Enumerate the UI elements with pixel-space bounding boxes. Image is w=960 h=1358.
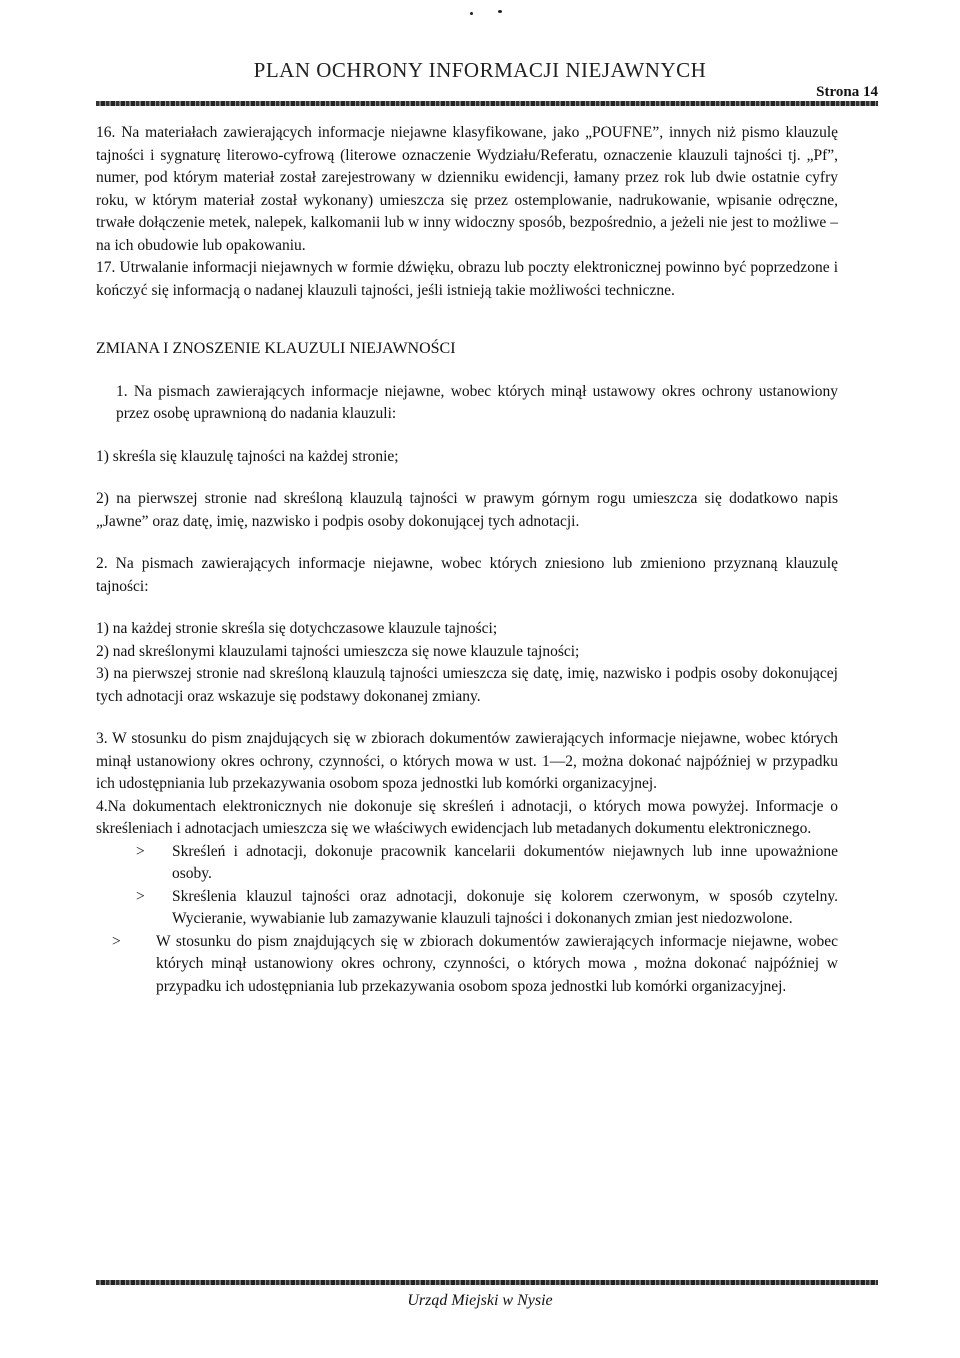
bullet-text: W stosunku do pism znajdujących się w zbiorach dokumentów zawierających informacje niejawne, wobec których minął ustanowiony okres ochrony, czynności, o których mowa , można dokonać najpóźniej w przypadku ich udostępniania lub przekazywania osobom spoza jednostki lub komórki organizacyjnej.: [156, 932, 838, 995]
section-2-intro: 2. Na pismach zawierających informacje niejawne, wobec których zniesiono lub zmieniono przyznaną klauzulę tajności:: [96, 555, 838, 595]
bullet-marker: >: [136, 842, 145, 860]
paragraph-16: 16. Na materiałach zawierających informacje niejawne klasyfikowane, jako „POUFNE”, innych niż pismo klauzulę tajności i sygnaturę literowo-cyfrową (literowe oznaczenie Wydziału/Referatu, oznaczenie klauzuli tajności tj. „Pf”, numer, pod którym materiał został zarejestrowany w dzienniku ewidencji, łamany przez rok lub dwie ostatnie cyfry roku, w którym materiał został wykonany) umieszcza się przez ostemplowanie, nadrukowanie, wpisanie odręczne, trwałe dołączenie metek, nalepek, kalkomanii lub w inny widoczny sposób, bezpośrednio, a jeżeli nie jest to możliwe – na ich obudowie lub opakowaniu.: [96, 124, 838, 254]
paragraph-17: 17. Utrwalanie informacji niejawnych w formie dźwięku, obrazu lub poczty elektronicznej powinno być poprzedzone i kończyć się informacją o nadanej klauzuli tajności, jeśli istnieją takie możliwości techniczne.: [96, 259, 838, 299]
section-4: 4.Na dokumentach elektronicznych nie dokonuje się skreśleń i adnotacji, o których mowa powyżej. Informacje o skreśleniach i adnotacjach umieszcza się we właściwych ewidencjach lub metadanych dokumentu elektronicznego.: [96, 797, 838, 837]
document-body: [96, 122, 838, 998]
bullet-item: [96, 886, 838, 931]
bullet-text: Skreśleń i adnotacji, dokonuje pracownik kancelarii dokumentów niejawnych lub inne upoważnione osoby.: [172, 842, 838, 882]
bullet-item: [96, 841, 838, 886]
section-2-item-3: 3) na pierwszej stronie nad skreśloną klauzulą tajności umieszcza się datę, imię, nazwisko i podpis osoby dokonującej tych adnotacji oraz wskazuje się podstawy dokonanej zmiany.: [96, 665, 838, 705]
footer-rule: [96, 1280, 878, 1285]
section-heading: ZMIANA I ZNOSZENIE KLAUZULI NIEJAWNOŚCI: [96, 340, 456, 357]
scan-speck: [470, 12, 473, 15]
section-2-item-1: 1) na każdej stronie skreśla się dotychczasowe klauzule tajności;: [96, 620, 498, 637]
section-1-item-1: 1) skreśla się klauzulę tajności na każdej stronie;: [96, 447, 399, 465]
section-1-item-2: 2) na pierwszej stronie nad skreśloną klauzulą tajności w prawym górnym rogu umieszcza się dodatkowo napis „Jawne” oraz datę, imię, nazwisko i podpis osoby dokonującej tych adnotacji.: [96, 490, 838, 530]
bullet-text: Skreślenia klauzul tajności oraz adnotacji, dokonuje się kolorem czerwonym, w sposób czytelny. Wycieranie, wywabianie lub zamazywanie klauzuli tajności i dokonanych zmian jest niedozwolone.: [172, 887, 838, 927]
bullet-marker: >: [136, 887, 145, 905]
bullet-item: [96, 931, 838, 999]
page-number: Strona 14: [816, 84, 878, 100]
section-2-item-2: 2) nad skreślonymi klauzulami tajności umieszcza się nowe klauzule tajności;: [96, 642, 580, 660]
section-1-intro: 1. Na pismach zawierających informacje niejawne, wobec których minął ustawowy okres ochrony ustanowiony przez osobę uprawnioną do nadania klauzuli:: [116, 382, 838, 422]
bullet-marker: >: [112, 932, 121, 950]
footer-text: Urząd Miejski w Nysie: [407, 1292, 553, 1309]
header-rule: [96, 101, 878, 106]
scan-speck: [498, 10, 502, 13]
section-3: 3. W stosunku do pism znajdujących się w zbiorach dokumentów zawierających informacje niejawne, wobec których minął ustanowiony okres ochrony, czynności, o których mowa w ust. 1—2, można dokonać najpóźniej w przypadku ich udostępniania lub przekazywania osobom spoza jednostki lub komórki organizacyjnej.: [96, 730, 838, 792]
document-title: PLAN OCHRONY INFORMACJI NIEJAWNYCH: [253, 58, 707, 82]
